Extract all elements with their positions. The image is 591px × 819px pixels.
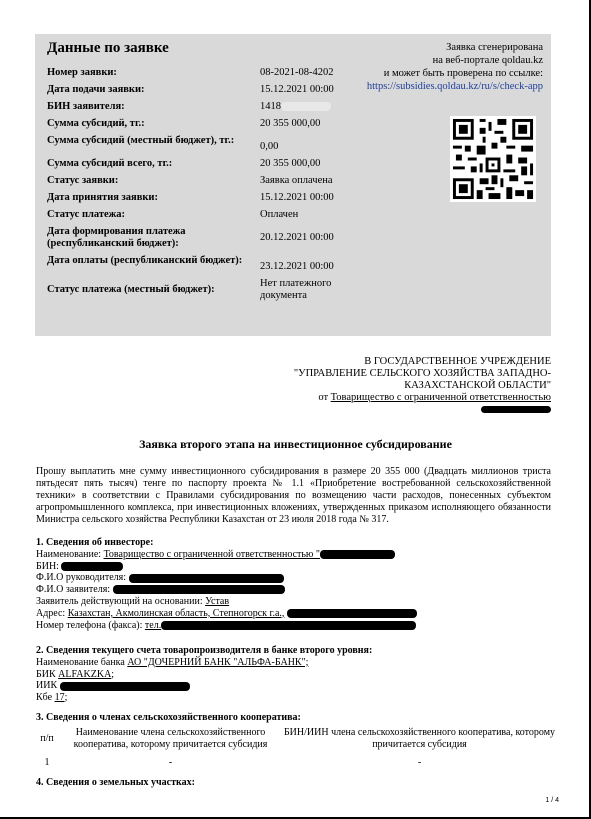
redaction-mark bbox=[481, 406, 551, 413]
page-number: 1 / 4 bbox=[545, 797, 559, 804]
redaction-mark bbox=[113, 585, 285, 594]
redaction-mark bbox=[161, 621, 416, 630]
table-cell: - bbox=[417, 757, 422, 768]
info-label: Сумма субсидий (местный бюджет), тг.: bbox=[47, 135, 235, 146]
col-header: БИН/ИИН члена сельскохозяйственного кооператива, которому причитается субсидия bbox=[283, 727, 556, 750]
gen-line: и может быть проверена по ссылке: bbox=[383, 68, 543, 79]
field-label: ИИК bbox=[36, 680, 58, 692]
field-value: Товарищество с ограниченной ответственностью " bbox=[103, 548, 320, 560]
info-value: 20 355 000,00 bbox=[260, 158, 321, 169]
info-row bbox=[47, 226, 367, 250]
info-label: Дата оплаты (республиканский бюджет): bbox=[47, 255, 243, 266]
recipient-line: "УПРАВЛЕНИЕ СЕЛЬСКОГО ХОЗЯЙСТВА ЗАПАДНО- bbox=[293, 368, 551, 379]
redaction-mark bbox=[60, 682, 190, 691]
table-row bbox=[36, 757, 556, 769]
redacted-line bbox=[231, 404, 551, 416]
field-label: Адрес: bbox=[36, 607, 66, 619]
recipient-line: В ГОСУДАРСТВЕННОЕ УЧРЕЖДЕНИЕ bbox=[364, 356, 551, 367]
field-bik: БИК ALFAKZKA; bbox=[36, 668, 115, 680]
gen-line: на веб-портале qoldau.kz bbox=[432, 55, 543, 66]
redaction-mark bbox=[287, 609, 417, 618]
section-heading: 1. Сведения об инвесторе: bbox=[36, 537, 154, 548]
section-heading: 4. Сведения о земельных участках: bbox=[36, 777, 195, 788]
col-header: Наименование члена сельскохозяйственного кооператива, которому причитается субсидия bbox=[73, 727, 268, 750]
field-iik bbox=[36, 680, 556, 692]
info-value: 20 355 000,00 bbox=[260, 118, 321, 129]
info-row bbox=[47, 192, 367, 204]
from-org: Товарищество с ограниченной ответственностью bbox=[330, 392, 551, 403]
section-land bbox=[36, 777, 556, 789]
field-value: Устав bbox=[205, 595, 230, 607]
info-label: Дата формирования платежа (республиканский бюджет): bbox=[47, 226, 186, 249]
col-header: п/п bbox=[40, 733, 54, 744]
intro-paragraph: Прошу выплатить мне сумму инвестиционного субсидирования в размере 20 355 000 (Двадцать миллионов триста пятьдесят пять тысяч) тенге по паспорту проекта № 1.1 «Приобретение востребованной сельскохозяйственной техники» в соответствии с Правилами субсидирования по возмещению части расходов, понесенных субъектом агропромышленного комплекса, при инвестиционных вложениях, утвержденных приказом исполняющего обязанности Министра сельского хозяйства Республики Казахстан от 23 июля 2018 года № 317. bbox=[36, 466, 551, 525]
generation-note bbox=[343, 41, 543, 93]
info-row bbox=[47, 101, 367, 113]
info-value: Оплачен bbox=[260, 209, 299, 220]
info-row bbox=[47, 118, 367, 130]
section-bank bbox=[36, 645, 556, 704]
field-label: Ф.И.О руководителя: bbox=[36, 572, 127, 584]
info-value: Заявка оплачена bbox=[260, 175, 333, 186]
info-value: 15.12.2021 00:00 bbox=[260, 84, 334, 95]
info-row bbox=[47, 255, 367, 273]
field-label: Кбе bbox=[36, 692, 53, 704]
field-value: АО "ДОЧЕРНИЙ БАНК "АЛЬФА-БАНК"; bbox=[127, 656, 309, 668]
field-value: 17 bbox=[54, 692, 65, 704]
field-bin bbox=[36, 561, 556, 573]
info-label: Статус заявки: bbox=[47, 175, 119, 186]
redaction-mark bbox=[129, 574, 284, 583]
qr-code-icon bbox=[450, 116, 536, 202]
field-address bbox=[36, 608, 556, 620]
info-value: 15.12.2021 00:00 bbox=[260, 192, 334, 203]
field-applicant bbox=[36, 584, 556, 596]
info-label: БИН заявителя: bbox=[47, 101, 125, 112]
field-value: тел. bbox=[144, 619, 162, 631]
field-head bbox=[36, 572, 556, 584]
field-name bbox=[36, 549, 556, 561]
info-row bbox=[47, 209, 367, 221]
field-bank bbox=[36, 657, 556, 669]
info-value: 23.12.2021 00:00 bbox=[260, 261, 334, 272]
recipient-line: КАЗАХСТАНСКОЙ ОБЛАСТИ" bbox=[404, 380, 551, 391]
coop-table bbox=[36, 727, 556, 769]
table-header bbox=[36, 727, 556, 751]
field-value: Казахстан, Акмолинская область, Степногорск г.а., bbox=[67, 607, 285, 619]
info-label: Дата принятия заявки: bbox=[47, 192, 158, 203]
info-row bbox=[47, 84, 367, 96]
info-value: Нет платежного документа bbox=[260, 278, 332, 301]
info-value: 0,00 bbox=[260, 141, 279, 152]
gen-line: Заявка сгенерирована bbox=[446, 42, 543, 53]
redaction-mark bbox=[281, 102, 331, 111]
field-value: ALFAKZKA bbox=[58, 668, 112, 680]
section-heading: 2. Сведения текущего счета товаропроизводителя в банке второго уровня: bbox=[36, 645, 373, 656]
section-coop bbox=[36, 712, 556, 724]
field-label: Номер телефона (факса): bbox=[36, 619, 143, 631]
info-row bbox=[47, 158, 367, 170]
info-value bbox=[260, 101, 367, 113]
info-row bbox=[47, 67, 367, 79]
info-label: Дата подачи заявки: bbox=[47, 84, 145, 95]
table-cell: 1 bbox=[44, 757, 50, 768]
info-label: Статус платежа (местный бюджет): bbox=[47, 284, 215, 295]
application-info-box bbox=[35, 34, 551, 336]
section-investor bbox=[36, 537, 556, 631]
info-label: Номер заявки: bbox=[47, 67, 117, 78]
info-row bbox=[47, 135, 367, 153]
info-label: Статус платежа: bbox=[47, 209, 126, 220]
field-label: Ф.И.О заявителя: bbox=[36, 584, 111, 596]
recipient-block bbox=[231, 356, 551, 416]
redaction-mark bbox=[320, 550, 395, 559]
table-cell: - bbox=[168, 757, 173, 768]
info-row bbox=[47, 175, 367, 187]
field-label: Наименование банка bbox=[36, 656, 125, 668]
field-label: БИК bbox=[36, 668, 56, 680]
field-basis bbox=[36, 596, 556, 608]
field-label: БИН: bbox=[36, 560, 59, 572]
field-kbe: Кбе 17; bbox=[36, 692, 68, 704]
info-row bbox=[47, 278, 367, 302]
info-title: Данные по заявке bbox=[47, 40, 169, 56]
from-prefix: от bbox=[318, 392, 329, 403]
recipient-from bbox=[231, 392, 551, 404]
info-label: Сумма субсидий всего, тг.: bbox=[47, 158, 173, 169]
field-phone bbox=[36, 620, 556, 632]
bin-partial: 1418 bbox=[260, 101, 281, 112]
document-title: Заявка второго этапа на инвестиционное субсидирование bbox=[139, 437, 452, 451]
field-label: Заявитель действующий на основании: bbox=[36, 595, 203, 607]
info-label: Сумма субсидий, тг.: bbox=[47, 118, 145, 129]
info-value: 08-2021-08-4202 bbox=[260, 67, 334, 78]
info-value: 20.12.2021 00:00 bbox=[260, 232, 334, 243]
check-link[interactable]: https://subsidies.qoldau.kz/ru/s/check-app bbox=[366, 81, 543, 92]
info-rows bbox=[47, 67, 367, 307]
section-heading: 3. Сведения о членах сельскохозяйственного кооператива: bbox=[36, 712, 301, 723]
redaction-mark bbox=[61, 562, 123, 571]
field-label: Наименование: bbox=[36, 548, 102, 560]
